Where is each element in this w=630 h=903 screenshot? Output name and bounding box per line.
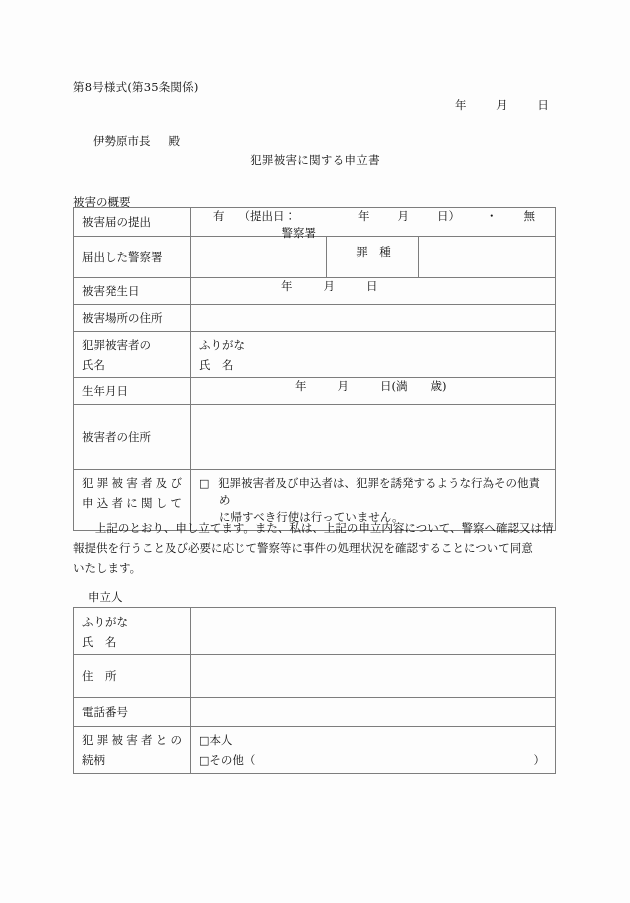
- cell-label-victim-address: [74, 405, 191, 470]
- label-declaration-line2: 申込者に関して: [82, 496, 182, 511]
- relationship-option-self[interactable]: [199, 732, 545, 749]
- cell-value-crime-type[interactable]: [419, 237, 556, 278]
- report-month-label: 月: [397, 209, 409, 223]
- declaration-text-line1: 犯罪被害者及び申込者は、犯罪を誘発するような行為その他責め: [218, 476, 541, 508]
- applicant-name-label: 氏 名: [82, 634, 117, 649]
- report-day-label: 日）: [437, 209, 460, 223]
- cell-value-applicant-address[interactable]: [191, 655, 556, 698]
- table-row-police-station: [74, 237, 556, 278]
- label-victim-name-line2: 氏名: [82, 357, 105, 372]
- table-row-incident-place: [74, 305, 556, 332]
- cell-label-crime-type: [327, 237, 419, 278]
- incident-month-label: 月: [323, 279, 335, 293]
- table-row-incident-date: [74, 278, 556, 305]
- cell-value-incident-place[interactable]: [191, 305, 556, 332]
- relationship-option-other[interactable]: [199, 752, 545, 769]
- table-row-victim-name: [74, 332, 556, 378]
- consent-statement: [73, 519, 557, 578]
- report-yes-label: 有: [213, 209, 225, 223]
- label-victim-address: 被害者の住所: [82, 430, 151, 444]
- date-year-label: 年: [455, 98, 467, 112]
- victim-furigana-label: ふりがな: [199, 338, 245, 352]
- applicant-table: [73, 607, 556, 774]
- label-crime-type: 罪 種: [356, 245, 391, 259]
- relationship-other-checkbox[interactable]: □: [199, 754, 210, 768]
- addressee-name: 伊勢原市長: [93, 134, 151, 148]
- applicant-furigana-label: ふりがな: [82, 615, 128, 629]
- addressee-honorific: 殿: [168, 134, 180, 148]
- table-row-applicant-relationship: [74, 727, 556, 774]
- date-day-label: 日: [537, 98, 549, 112]
- report-separator: ・: [486, 209, 498, 223]
- label-birthdate: 生年月日: [82, 384, 128, 398]
- cell-label-applicant-name: [74, 608, 191, 655]
- cell-label-police-station: [74, 237, 191, 278]
- label-report-submission: 被害届の提出: [82, 214, 151, 229]
- table-row-applicant-address: [74, 655, 556, 698]
- cell-value-report-submission[interactable]: [191, 208, 556, 237]
- cell-value-applicant-relationship[interactable]: [191, 727, 556, 774]
- report-year-label: 年: [358, 209, 370, 223]
- form-code: 第8号様式(第35条関係): [73, 80, 199, 94]
- addressee: [93, 133, 180, 149]
- cell-label-report-submission: [74, 208, 191, 237]
- incident-day-label: 日: [366, 279, 378, 293]
- table-row-victim-address: [74, 405, 556, 470]
- label-relationship-line2: 続柄: [82, 753, 105, 768]
- cell-value-victim-name[interactable]: [191, 332, 556, 378]
- cell-label-victim-name: [74, 332, 191, 378]
- damage-overview-table: [73, 207, 556, 531]
- cell-label-applicant-relationship: [74, 727, 191, 774]
- label-incident-date: 被害発生日: [82, 283, 140, 298]
- relationship-other-label: その他（: [209, 753, 256, 768]
- cell-value-applicant-name[interactable]: [191, 608, 556, 655]
- victim-name-label: 氏 名: [199, 357, 234, 372]
- table-row-birthdate: [74, 378, 556, 405]
- label-incident-place: 被害場所の住所: [82, 310, 163, 325]
- date-month-label: 月: [496, 98, 508, 112]
- declaration-text-line2: に帰すべき行使は行っていません。: [219, 509, 404, 524]
- cell-label-birthdate: [74, 378, 191, 405]
- cell-value-incident-date[interactable]: [191, 278, 556, 305]
- cell-value-police-station[interactable]: [191, 226, 327, 278]
- declaration-checkbox[interactable]: □: [199, 477, 210, 491]
- statement-line-3: いたします。: [73, 560, 142, 575]
- section-label-overview: 被害の概要: [73, 195, 131, 209]
- statement-text-1: 上記のとおり、申し立てます。また、私は、上記の申立内容について、警察へ確認又は情: [94, 521, 554, 535]
- label-applicant-address: 住 所: [82, 669, 117, 683]
- cell-value-applicant-phone[interactable]: [191, 698, 556, 727]
- table-row-applicant-name: [74, 608, 556, 655]
- section-label-applicant: 申立人: [88, 590, 123, 604]
- cell-value-victim-address[interactable]: [191, 405, 556, 470]
- relationship-other-close-paren: ）: [533, 753, 545, 768]
- cell-label-applicant-phone: [74, 698, 191, 727]
- relationship-self-label: 本人: [209, 733, 233, 748]
- cell-label-applicant-address: [74, 655, 191, 698]
- page-title: 犯罪被害に関する申立書: [250, 153, 380, 167]
- cell-label-incident-date: [74, 278, 191, 305]
- cell-label-incident-place: [74, 305, 191, 332]
- birthdate-month-label: 月: [337, 379, 349, 394]
- label-victim-name-line1: 犯罪被害者の: [82, 338, 151, 352]
- label-declaration-line1: 犯罪被害者及び: [82, 476, 182, 491]
- report-no-label: 無: [523, 209, 535, 223]
- table-row-applicant-phone: [74, 698, 556, 727]
- date-line: [455, 97, 549, 113]
- birthdate-year-label: 年: [295, 379, 307, 394]
- statement-line-2: 報提供を行うこと及び必要に応じて警察等に事件の処理状況を確認することについて同意: [73, 540, 533, 555]
- label-police-station: 届出した警察署: [82, 249, 163, 264]
- label-relationship-line1: 犯罪被害者との: [82, 733, 182, 748]
- relationship-self-checkbox[interactable]: □: [199, 734, 210, 748]
- cell-value-birthdate[interactable]: [191, 378, 556, 405]
- birthdate-day-age-label: 日(満 歳): [380, 379, 447, 394]
- police-station-suffix: 警察署: [281, 226, 316, 241]
- label-applicant-phone: 電話番号: [82, 705, 128, 719]
- statement-line-1: [73, 519, 557, 539]
- report-date-open-paren: （提出日：: [238, 209, 296, 223]
- incident-year-label: 年: [281, 279, 293, 293]
